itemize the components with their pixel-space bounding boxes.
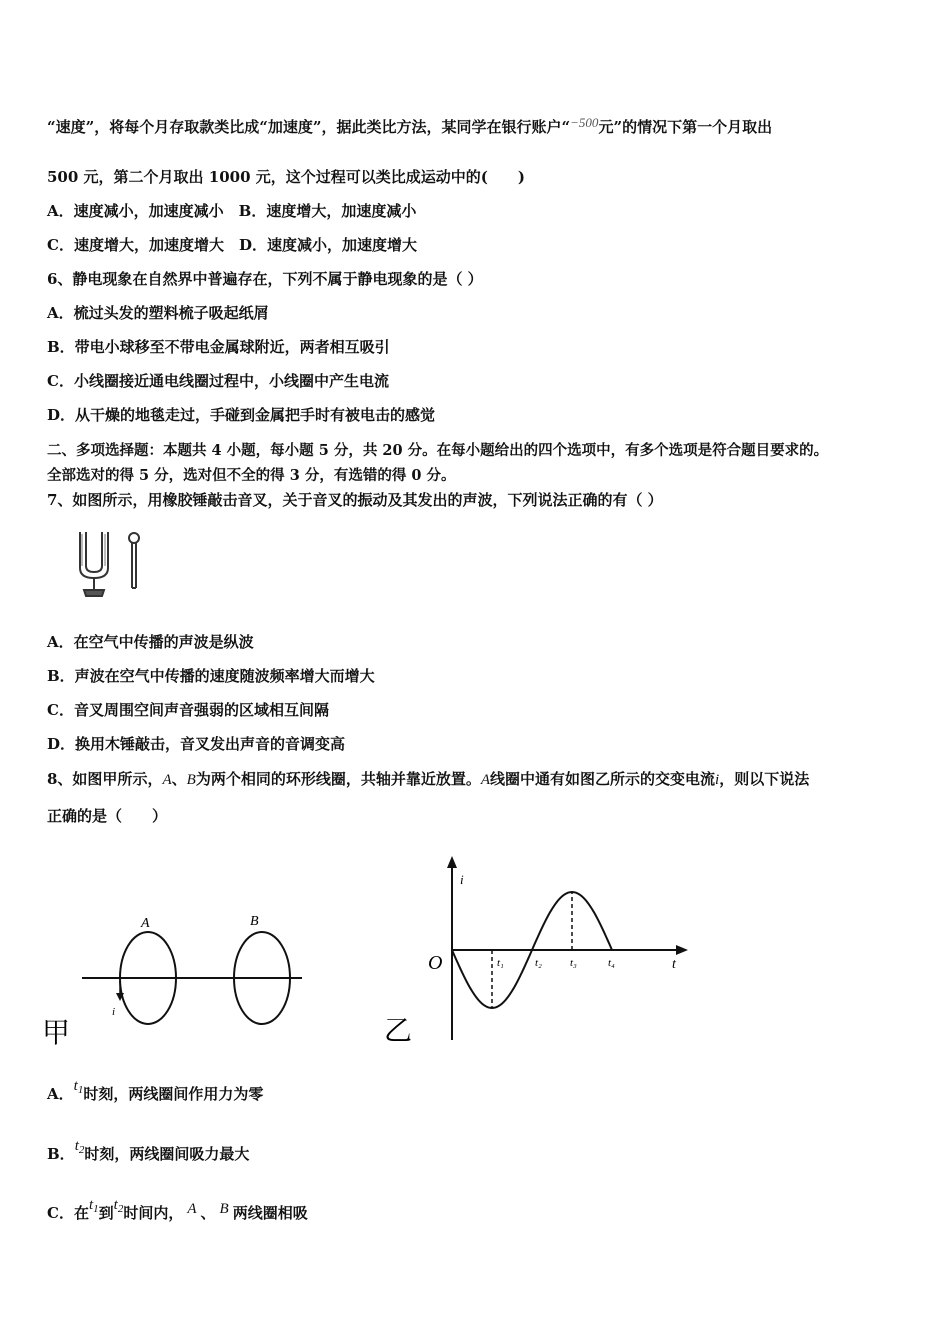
q8-stem: 8、如图甲所示，A、B为两个相同的环形线圈，共轴并靠近放置。A线圈中通有如图乙所示的交变电流i，则以下说法 [47,770,810,788]
tuning-fork-figure [72,526,152,604]
t4-label: t₄ [608,957,615,969]
q7-option-d: D．换用木锤敲击，音叉发出声音的音调变高 [47,735,346,753]
t3-label: t₃ [570,957,577,969]
q5-line2: 500 元，第二个月取出 1000 元，这个过程可以类比成运动中的( ) [47,168,525,186]
q7-option-a: A．在空气中传播的声波是纵波 [47,633,254,651]
q5-line1: “速度”，将每个月存取款类比成“加速度”，据此类比方法，某同学在银行账户“−500元”的情况下第一个月取出 [47,115,773,136]
t-axis-arrow-icon [676,945,688,955]
q8-option-b: B．$t^2$时刻，两线圈间吸力最大 [47,1138,250,1163]
rubber-hammer-icon [129,533,139,588]
i-axis-arrow-icon [447,856,457,868]
q7-stem: 7、如图所示，用橡胶锤敲击音叉，关于音叉的振动及其发出的声波，下列说法正确的有（ ） [47,491,663,509]
tuning-fork-icon [80,532,108,596]
q5-options-ab: A．速度减小，加速度减小 B．速度增大，加速度减小 [47,202,417,220]
q7-option-b: B．声波在空气中传播的速度随波频率增大而增大 [47,667,375,685]
q8-stem-line2: 正确的是（ ） [47,807,168,825]
t2-label: t₂ [535,957,542,969]
q8-option-a: A．$t^1$时刻，两线圈间作用力为零 [47,1078,264,1103]
q6-option-b: B．带电小球移至不带电金属球附近，两者相互吸引 [47,338,390,356]
t1-label: t₁ [497,957,504,969]
origin-label: O [428,952,443,974]
q6-option-c: C．小线圈接近通电线圈过程中，小线圈中产生电流 [47,372,389,390]
coil-a-label: A [141,916,150,931]
q8-option-c: C．在$t^1$到$t^2$时间内， A 、 B 两线圈相吸 [47,1197,308,1222]
figure-jia-label: 甲 [42,1016,71,1049]
amount-value: −500 [570,115,599,130]
axis-t-label: t [672,957,676,972]
current-label: i [112,1006,116,1018]
q6-option-a: A．梳过头发的塑料梳子吸起纸屑 [47,304,269,322]
section2-line1: 二、多项选择题：本题共 4 小题，每小题 5 分，共 20 分。在每小题给出的四个选项中，有多个选项是符合题目要求的。 [47,442,829,459]
figure-jia-coils [40,905,320,1050]
figure-yi-graph [380,848,700,1048]
q5-options-cd: C．速度增大，加速度增大 D．速度减小，加速度增大 [47,236,417,254]
section2-line2: 全部选对的得 5 分，选对但不全的得 3 分，有选错的得 0 分。 [47,467,456,484]
figure-yi-label: 乙 [384,1014,413,1047]
q7-option-c: C．音叉周围空间声音强弱的区域相互间隔 [47,701,329,719]
coil-b-label: B [250,914,259,929]
q6-stem: 6、静电现象在自然界中普遍存在，下列不属于静电现象的是（ ） [47,270,483,288]
axis-i-label: i [460,872,464,887]
q6-option-d: D．从干燥的地毯走过，手碰到金属把手时有被电击的感觉 [47,406,436,424]
